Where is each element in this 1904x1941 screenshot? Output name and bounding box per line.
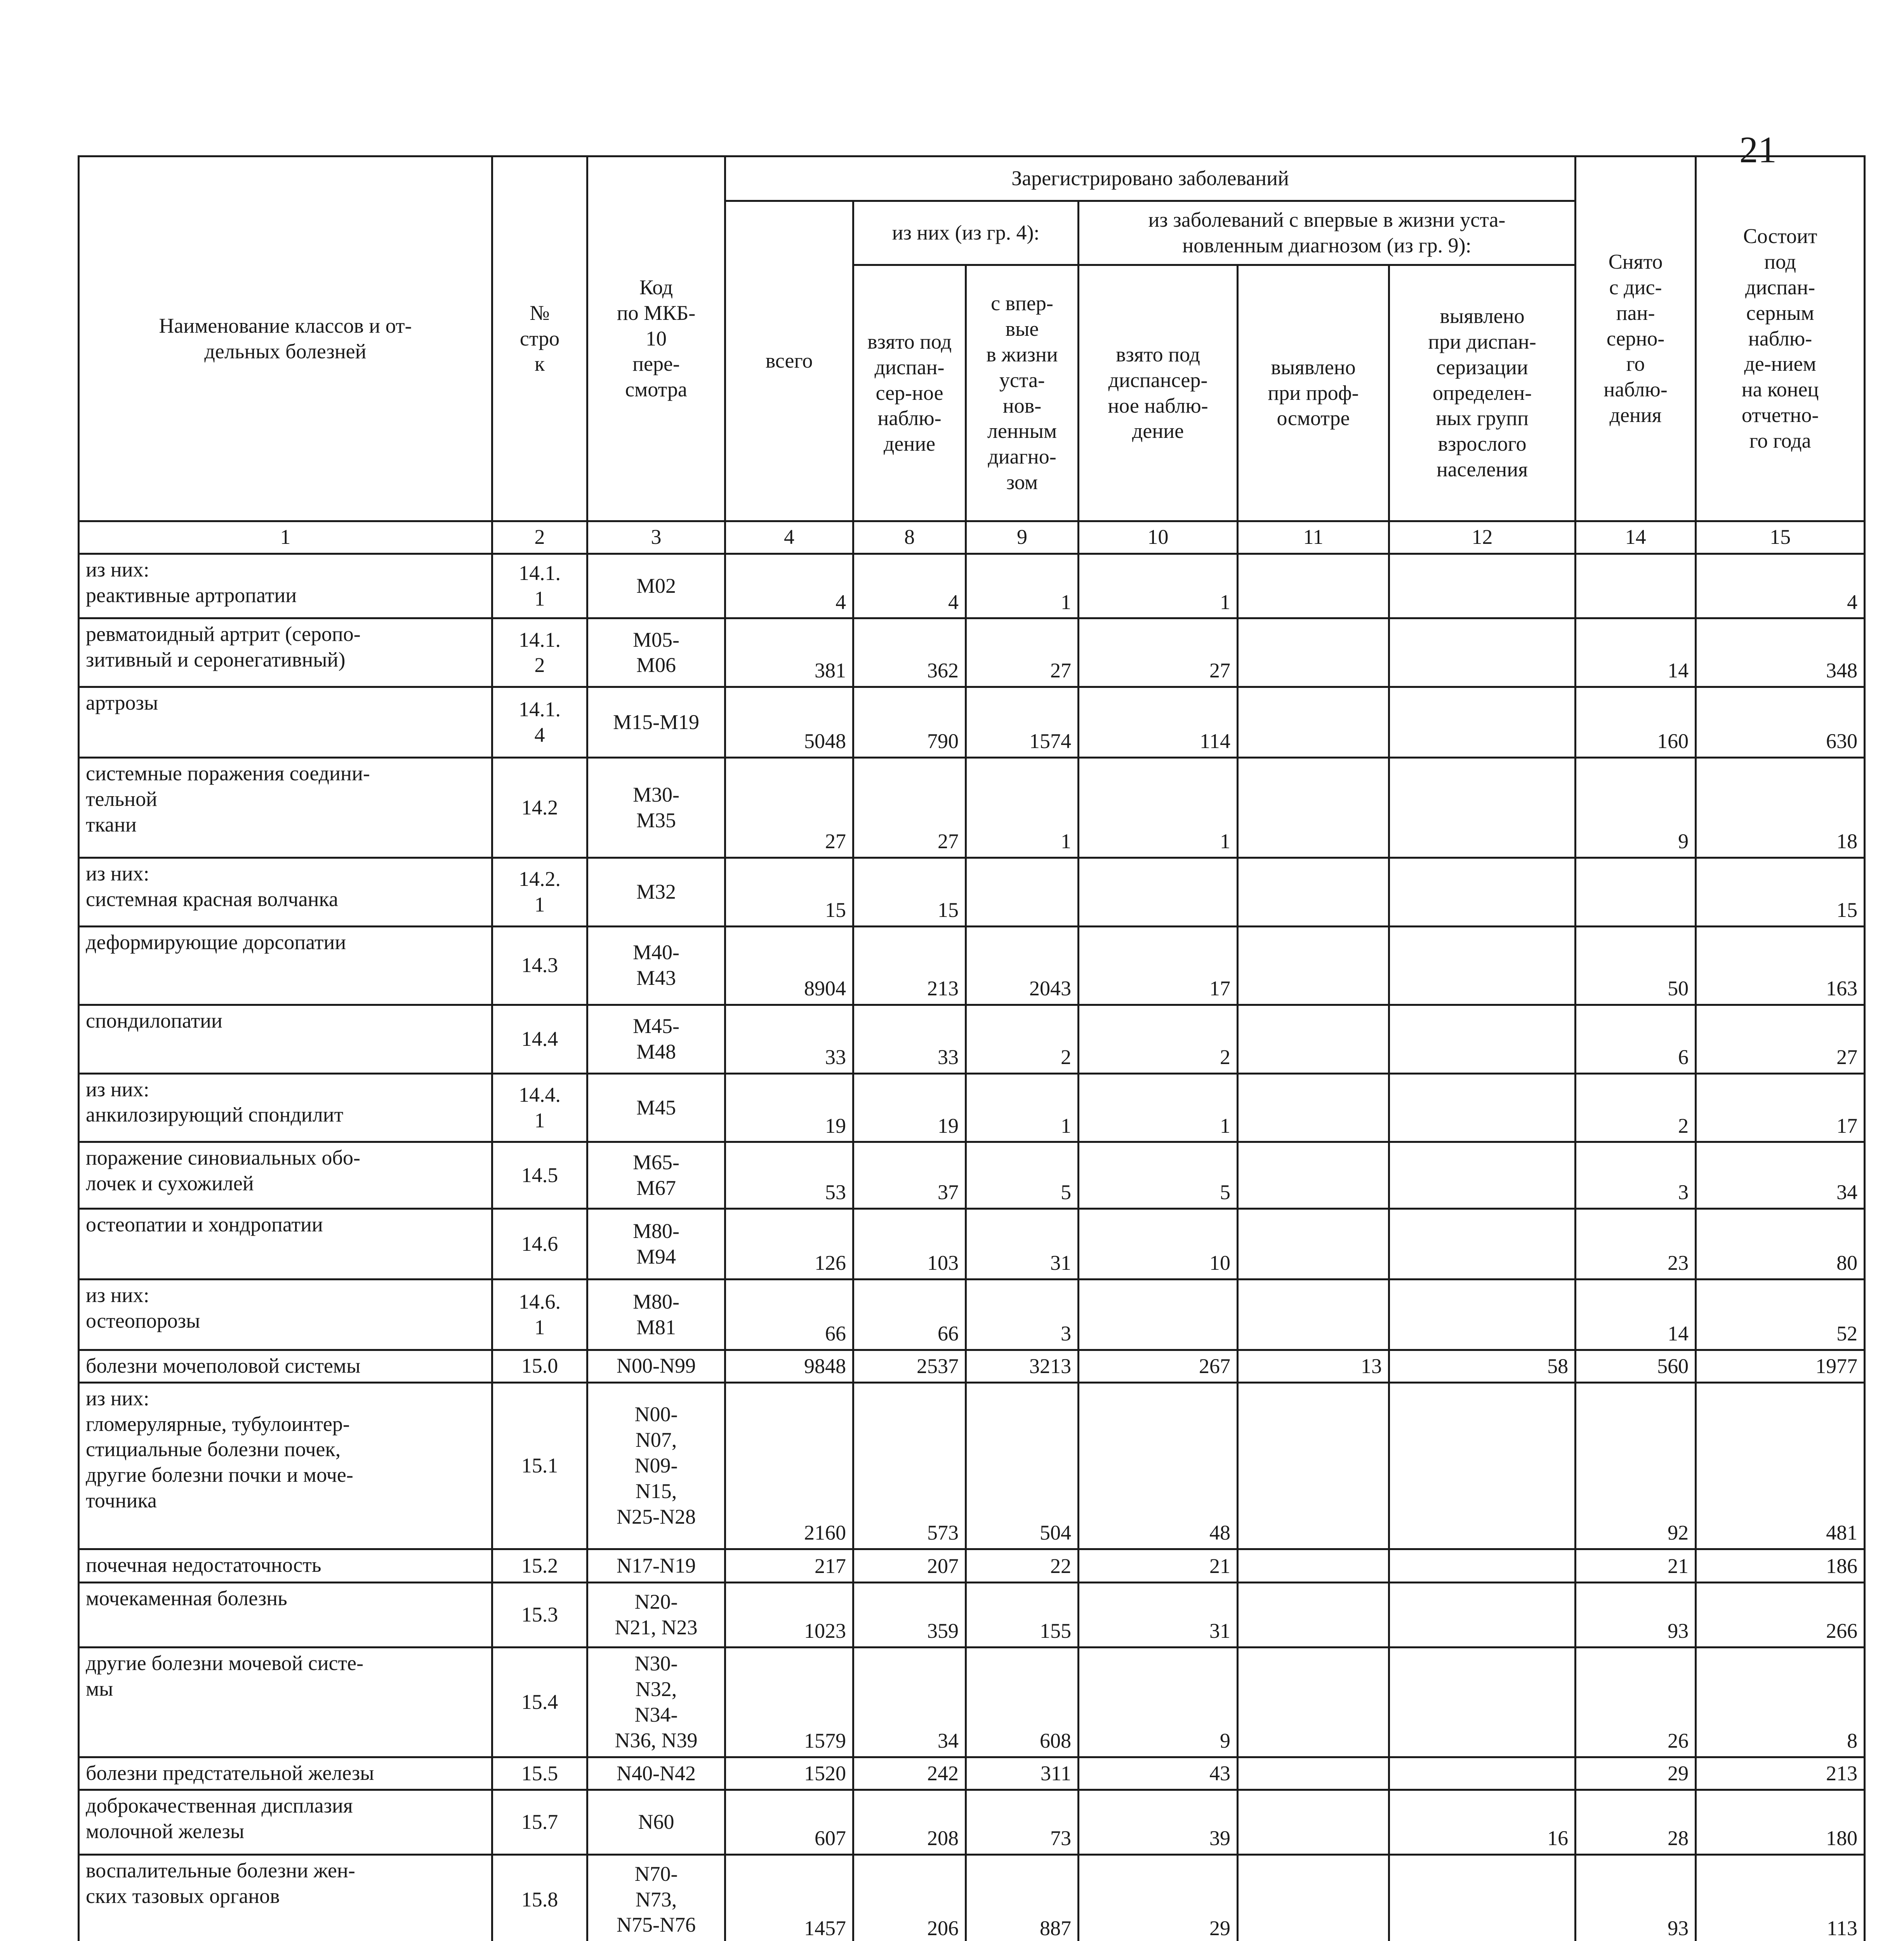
cell-removed: 93 <box>1576 1854 1696 1941</box>
row-code: M32 <box>587 858 725 926</box>
cell-consists: 8 <box>1696 1647 1865 1757</box>
cell-first-time: 1 <box>966 758 1079 858</box>
header-of-them: из них (из гр. 4): <box>853 201 1079 265</box>
row-code: N00-N99 <box>587 1350 725 1383</box>
row-code: N17-N19 <box>587 1549 725 1583</box>
cell-total: 8904 <box>725 926 853 1005</box>
row-name: из них: системная красная волчанка <box>79 858 492 926</box>
cell-first-time-dispensary: 267 <box>1079 1350 1238 1383</box>
cell-found-dispensary <box>1389 858 1576 926</box>
table-row <box>79 1583 1865 1648</box>
cell-found-dispensary <box>1389 1647 1576 1757</box>
column-number: 8 <box>853 521 966 554</box>
row-code: M80- M81 <box>587 1280 725 1350</box>
cell-removed: 6 <box>1576 1005 1696 1073</box>
row-code: N40-N42 <box>587 1757 725 1790</box>
row-number: 14.2 <box>492 758 587 858</box>
cell-first-time: 31 <box>966 1209 1079 1280</box>
row-number: 14.2. 1 <box>492 858 587 926</box>
cell-found-prof <box>1238 858 1389 926</box>
cell-removed: 23 <box>1576 1209 1696 1280</box>
cell-total: 1023 <box>725 1583 853 1648</box>
cell-found-prof <box>1238 1073 1389 1142</box>
cell-total: 4 <box>725 554 853 618</box>
row-name: из них: анкилозирующий спондилит <box>79 1073 492 1142</box>
cell-first-time-dispensary: 43 <box>1079 1757 1238 1790</box>
row-name: остеопатии и хондропатии <box>79 1209 492 1280</box>
cell-under-observation: 206 <box>853 1854 966 1941</box>
cell-under-observation: 19 <box>853 1073 966 1142</box>
cell-first-time: 2 <box>966 1005 1079 1073</box>
table-row <box>79 858 1865 926</box>
cell-found-prof <box>1238 1382 1389 1549</box>
row-code: M45- M48 <box>587 1005 725 1073</box>
cell-found-dispensary <box>1389 618 1576 687</box>
row-name: из них: реактивные артропатии <box>79 554 492 618</box>
report-table <box>78 155 1866 1941</box>
table-row <box>79 1209 1865 1280</box>
cell-under-observation: 33 <box>853 1005 966 1073</box>
cell-removed: 14 <box>1576 1280 1696 1350</box>
cell-consists: 180 <box>1696 1790 1865 1855</box>
cell-found-prof <box>1238 1854 1389 1941</box>
cell-first-time-dispensary <box>1079 1280 1238 1350</box>
row-code: N70- N73, N75-N76 <box>587 1854 725 1941</box>
cell-under-observation: 34 <box>853 1647 966 1757</box>
cell-found-dispensary <box>1389 1073 1576 1142</box>
cell-first-time: 1 <box>966 1073 1079 1142</box>
cell-found-prof <box>1238 1280 1389 1350</box>
cell-first-time: 3 <box>966 1280 1079 1350</box>
cell-under-observation: 213 <box>853 926 966 1005</box>
column-number: 1 <box>79 521 492 554</box>
cell-consists: 15 <box>1696 858 1865 926</box>
row-name: мочекаменная болезнь <box>79 1583 492 1648</box>
cell-under-observation: 208 <box>853 1790 966 1855</box>
table-row <box>79 1142 1865 1209</box>
row-name: почечная недостаточность <box>79 1549 492 1583</box>
table-row <box>79 1647 1865 1757</box>
table-row <box>79 1854 1865 1941</box>
cell-consists: 52 <box>1696 1280 1865 1350</box>
cell-total: 2160 <box>725 1382 853 1549</box>
cell-total: 607 <box>725 1790 853 1855</box>
row-code: M40- M43 <box>587 926 725 1005</box>
cell-found-dispensary <box>1389 1005 1576 1073</box>
header-taken-under-observation: взято под диспан- сер-ное наблю- дение <box>853 265 966 521</box>
cell-consists: 348 <box>1696 618 1865 687</box>
column-number: 15 <box>1696 521 1865 554</box>
row-name: поражение синовиальных обо- лочек и сухожилей <box>79 1142 492 1209</box>
table-row <box>79 687 1865 758</box>
header-taken-under-dispensary: взято под диспансер- ное наблю- дение <box>1079 265 1238 521</box>
table-row <box>79 1790 1865 1855</box>
cell-under-observation: 27 <box>853 758 966 858</box>
cell-first-time-dispensary: 2 <box>1079 1005 1238 1073</box>
column-number: 14 <box>1576 521 1696 554</box>
row-number: 15.8 <box>492 1854 587 1941</box>
row-number: 14.1. 4 <box>492 687 587 758</box>
cell-removed: 14 <box>1576 618 1696 687</box>
table-row <box>79 1549 1865 1583</box>
cell-found-prof <box>1238 1005 1389 1073</box>
cell-first-time: 608 <box>966 1647 1079 1757</box>
cell-removed <box>1576 554 1696 618</box>
column-number: 2 <box>492 521 587 554</box>
cell-total: 19 <box>725 1073 853 1142</box>
table-body <box>79 521 1865 1941</box>
header-found-dispensary: выявлено при диспан- серизации определен- ных групп взрослого населения <box>1389 265 1576 521</box>
cell-total: 217 <box>725 1549 853 1583</box>
cell-removed: 560 <box>1576 1350 1696 1383</box>
cell-under-observation: 66 <box>853 1280 966 1350</box>
cell-total: 126 <box>725 1209 853 1280</box>
cell-total: 53 <box>725 1142 853 1209</box>
cell-found-dispensary <box>1389 1382 1576 1549</box>
cell-total: 66 <box>725 1280 853 1350</box>
cell-removed: 26 <box>1576 1647 1696 1757</box>
column-number: 11 <box>1238 521 1389 554</box>
row-name: воспалительные болезни жен- ских тазовых органов <box>79 1854 492 1941</box>
cell-under-observation: 37 <box>853 1142 966 1209</box>
page-number: 21 <box>1739 129 1777 170</box>
row-name: из них: остеопорозы <box>79 1280 492 1350</box>
cell-under-observation: 15 <box>853 858 966 926</box>
cell-under-observation: 242 <box>853 1757 966 1790</box>
cell-first-time-dispensary: 29 <box>1079 1854 1238 1941</box>
cell-found-prof <box>1238 926 1389 1005</box>
row-code: M45 <box>587 1073 725 1142</box>
cell-total: 1520 <box>725 1757 853 1790</box>
cell-found-prof <box>1238 687 1389 758</box>
table-row <box>79 1280 1865 1350</box>
cell-consists: 266 <box>1696 1583 1865 1648</box>
cell-consists: 1977 <box>1696 1350 1865 1383</box>
cell-total: 381 <box>725 618 853 687</box>
row-number: 15.7 <box>492 1790 587 1855</box>
table-row <box>79 1757 1865 1790</box>
table-row <box>79 1350 1865 1383</box>
cell-first-time-dispensary: 31 <box>1079 1583 1238 1648</box>
row-code: M15-M19 <box>587 687 725 758</box>
table-row <box>79 926 1865 1005</box>
cell-found-prof <box>1238 1209 1389 1280</box>
cell-found-prof <box>1238 1583 1389 1648</box>
cell-total: 1457 <box>725 1854 853 1941</box>
cell-total: 15 <box>725 858 853 926</box>
row-name: артрозы <box>79 687 492 758</box>
cell-under-observation: 103 <box>853 1209 966 1280</box>
cell-found-prof: 13 <box>1238 1350 1389 1383</box>
cell-under-observation: 359 <box>853 1583 966 1648</box>
cell-under-observation: 2537 <box>853 1350 966 1383</box>
cell-consists: 163 <box>1696 926 1865 1005</box>
cell-total: 5048 <box>725 687 853 758</box>
cell-total: 1579 <box>725 1647 853 1757</box>
row-number: 14.1. 1 <box>492 554 587 618</box>
header-name: Наименование классов и от- дельных болезней <box>79 156 492 521</box>
column-number: 9 <box>966 521 1079 554</box>
column-number: 4 <box>725 521 853 554</box>
row-number: 14.4. 1 <box>492 1073 587 1142</box>
cell-consists: 27 <box>1696 1005 1865 1073</box>
cell-first-time-dispensary: 39 <box>1079 1790 1238 1855</box>
cell-found-prof <box>1238 1142 1389 1209</box>
cell-first-time: 311 <box>966 1757 1079 1790</box>
row-name: спондилопатии <box>79 1005 492 1073</box>
cell-consists: 481 <box>1696 1382 1865 1549</box>
row-code: N00- N07, N09- N15, N25-N28 <box>587 1382 725 1549</box>
cell-first-time-dispensary: 27 <box>1079 618 1238 687</box>
table-row <box>79 1382 1865 1549</box>
cell-consists: 80 <box>1696 1209 1865 1280</box>
cell-removed <box>1576 858 1696 926</box>
cell-first-time <box>966 858 1079 926</box>
row-number: 15.4 <box>492 1647 587 1757</box>
cell-consists: 213 <box>1696 1757 1865 1790</box>
cell-first-time: 1 <box>966 554 1079 618</box>
cell-found-dispensary <box>1389 1757 1576 1790</box>
cell-first-time: 2043 <box>966 926 1079 1005</box>
cell-first-time: 3213 <box>966 1350 1079 1383</box>
cell-first-time: 22 <box>966 1549 1079 1583</box>
cell-removed: 29 <box>1576 1757 1696 1790</box>
cell-under-observation: 362 <box>853 618 966 687</box>
cell-first-time-dispensary: 10 <box>1079 1209 1238 1280</box>
header-first-time-diagnosis: с впер- вые в жизни уста- нов- ленным диагно- зом <box>966 265 1079 521</box>
row-number: 15.5 <box>492 1757 587 1790</box>
cell-first-time: 73 <box>966 1790 1079 1855</box>
cell-found-dispensary <box>1389 1209 1576 1280</box>
row-name: из них: гломерулярные, тубулоинтер- стициальные болезни почек, другие болезни почки и моче- точника <box>79 1382 492 1549</box>
row-number: 14.1. 2 <box>492 618 587 687</box>
cell-removed: 160 <box>1576 687 1696 758</box>
table-row <box>79 618 1865 687</box>
cell-consists: 4 <box>1696 554 1865 618</box>
row-code: M30- M35 <box>587 758 725 858</box>
row-number: 14.4 <box>492 1005 587 1073</box>
cell-first-time-dispensary: 48 <box>1079 1382 1238 1549</box>
cell-consists: 630 <box>1696 687 1865 758</box>
cell-removed: 21 <box>1576 1549 1696 1583</box>
row-code: M02 <box>587 554 725 618</box>
table-row <box>79 758 1865 858</box>
cell-consists: 17 <box>1696 1073 1865 1142</box>
cell-found-dispensary <box>1389 687 1576 758</box>
cell-consists: 113 <box>1696 1854 1865 1941</box>
cell-first-time-dispensary: 9 <box>1079 1647 1238 1757</box>
header-total: всего <box>725 201 853 521</box>
cell-found-prof <box>1238 1549 1389 1583</box>
header-consists: Состоит под диспан- серным наблю- де-нием на конец отчетно- го года <box>1696 156 1865 521</box>
column-number: 10 <box>1079 521 1238 554</box>
row-name: болезни предстательной железы <box>79 1757 492 1790</box>
cell-under-observation: 790 <box>853 687 966 758</box>
row-code: M65- M67 <box>587 1142 725 1209</box>
row-name: деформирующие дорсопатии <box>79 926 492 1005</box>
cell-first-time: 887 <box>966 1854 1079 1941</box>
table-row <box>79 1073 1865 1142</box>
cell-consists: 34 <box>1696 1142 1865 1209</box>
cell-first-time-dispensary: 1 <box>1079 554 1238 618</box>
cell-removed: 93 <box>1576 1583 1696 1648</box>
row-code: M05- M06 <box>587 618 725 687</box>
row-name: болезни мочеполовой системы <box>79 1350 492 1383</box>
column-number: 12 <box>1389 521 1576 554</box>
cell-first-time-dispensary: 114 <box>1079 687 1238 758</box>
cell-under-observation: 4 <box>853 554 966 618</box>
cell-under-observation: 573 <box>853 1382 966 1549</box>
row-number: 15.2 <box>492 1549 587 1583</box>
cell-first-time: 155 <box>966 1583 1079 1648</box>
cell-found-dispensary <box>1389 1549 1576 1583</box>
cell-found-dispensary <box>1389 1142 1576 1209</box>
cell-consists: 186 <box>1696 1549 1865 1583</box>
cell-found-prof <box>1238 1790 1389 1855</box>
cell-found-dispensary <box>1389 758 1576 858</box>
row-number: 15.1 <box>492 1382 587 1549</box>
cell-total: 27 <box>725 758 853 858</box>
cell-first-time: 27 <box>966 618 1079 687</box>
row-code: N30- N32, N34- N36, N39 <box>587 1647 725 1757</box>
cell-found-dispensary <box>1389 1854 1576 1941</box>
row-name: ревматоидный артрит (серопо- зитивный и серонегативный) <box>79 618 492 687</box>
cell-first-time: 5 <box>966 1142 1079 1209</box>
row-number: 14.3 <box>492 926 587 1005</box>
cell-first-time-dispensary: 1 <box>1079 758 1238 858</box>
cell-total: 33 <box>725 1005 853 1073</box>
row-name: другие болезни мочевой систе- мы <box>79 1647 492 1757</box>
header-first-time: из заболеваний с впервые в жизни уста- новленным диагнозом (из гр. 9): <box>1079 201 1576 265</box>
row-name: системные поражения соедини- тельной ткани <box>79 758 492 858</box>
header-code: Код по МКБ- 10 пере- смотра <box>587 156 725 521</box>
row-number: 14.5 <box>492 1142 587 1209</box>
header-removed: Снято с дис- пан- серно- го наблю- дения <box>1576 156 1696 521</box>
cell-found-prof <box>1238 554 1389 618</box>
cell-found-prof <box>1238 758 1389 858</box>
cell-found-dispensary <box>1389 1583 1576 1648</box>
header-registered: Зарегистрировано заболеваний <box>725 156 1576 201</box>
row-number: 14.6. 1 <box>492 1280 587 1350</box>
row-number: 15.0 <box>492 1350 587 1383</box>
cell-found-dispensary <box>1389 926 1576 1005</box>
cell-found-prof <box>1238 1647 1389 1757</box>
cell-removed: 9 <box>1576 758 1696 858</box>
cell-found-dispensary <box>1389 1280 1576 1350</box>
column-numbers-row <box>79 521 1865 554</box>
row-code: N60 <box>587 1790 725 1855</box>
row-number: 15.3 <box>492 1583 587 1648</box>
cell-first-time: 1574 <box>966 687 1079 758</box>
cell-removed: 2 <box>1576 1073 1696 1142</box>
cell-first-time-dispensary: 21 <box>1079 1549 1238 1583</box>
cell-first-time: 504 <box>966 1382 1079 1549</box>
header-row-no: № стро к <box>492 156 587 521</box>
cell-found-dispensary: 16 <box>1389 1790 1576 1855</box>
column-number: 3 <box>587 521 725 554</box>
cell-found-dispensary <box>1389 554 1576 618</box>
cell-removed: 28 <box>1576 1790 1696 1855</box>
cell-consists: 18 <box>1696 758 1865 858</box>
cell-first-time-dispensary <box>1079 858 1238 926</box>
table-row <box>79 554 1865 618</box>
row-number: 14.6 <box>492 1209 587 1280</box>
cell-first-time-dispensary: 5 <box>1079 1142 1238 1209</box>
row-code: N20- N21, N23 <box>587 1583 725 1648</box>
cell-found-prof <box>1238 618 1389 687</box>
cell-removed: 3 <box>1576 1142 1696 1209</box>
cell-removed: 50 <box>1576 926 1696 1005</box>
table-row <box>79 1005 1865 1073</box>
cell-under-observation: 207 <box>853 1549 966 1583</box>
row-code: M80- M94 <box>587 1209 725 1280</box>
cell-first-time-dispensary: 17 <box>1079 926 1238 1005</box>
cell-removed: 92 <box>1576 1382 1696 1549</box>
header-found-prof: выявлено при проф- осмотре <box>1238 265 1389 521</box>
cell-total: 9848 <box>725 1350 853 1383</box>
cell-first-time-dispensary: 1 <box>1079 1073 1238 1142</box>
cell-found-prof <box>1238 1757 1389 1790</box>
cell-found-dispensary: 58 <box>1389 1350 1576 1383</box>
row-name: доброкачественная дисплазия молочной железы <box>79 1790 492 1855</box>
